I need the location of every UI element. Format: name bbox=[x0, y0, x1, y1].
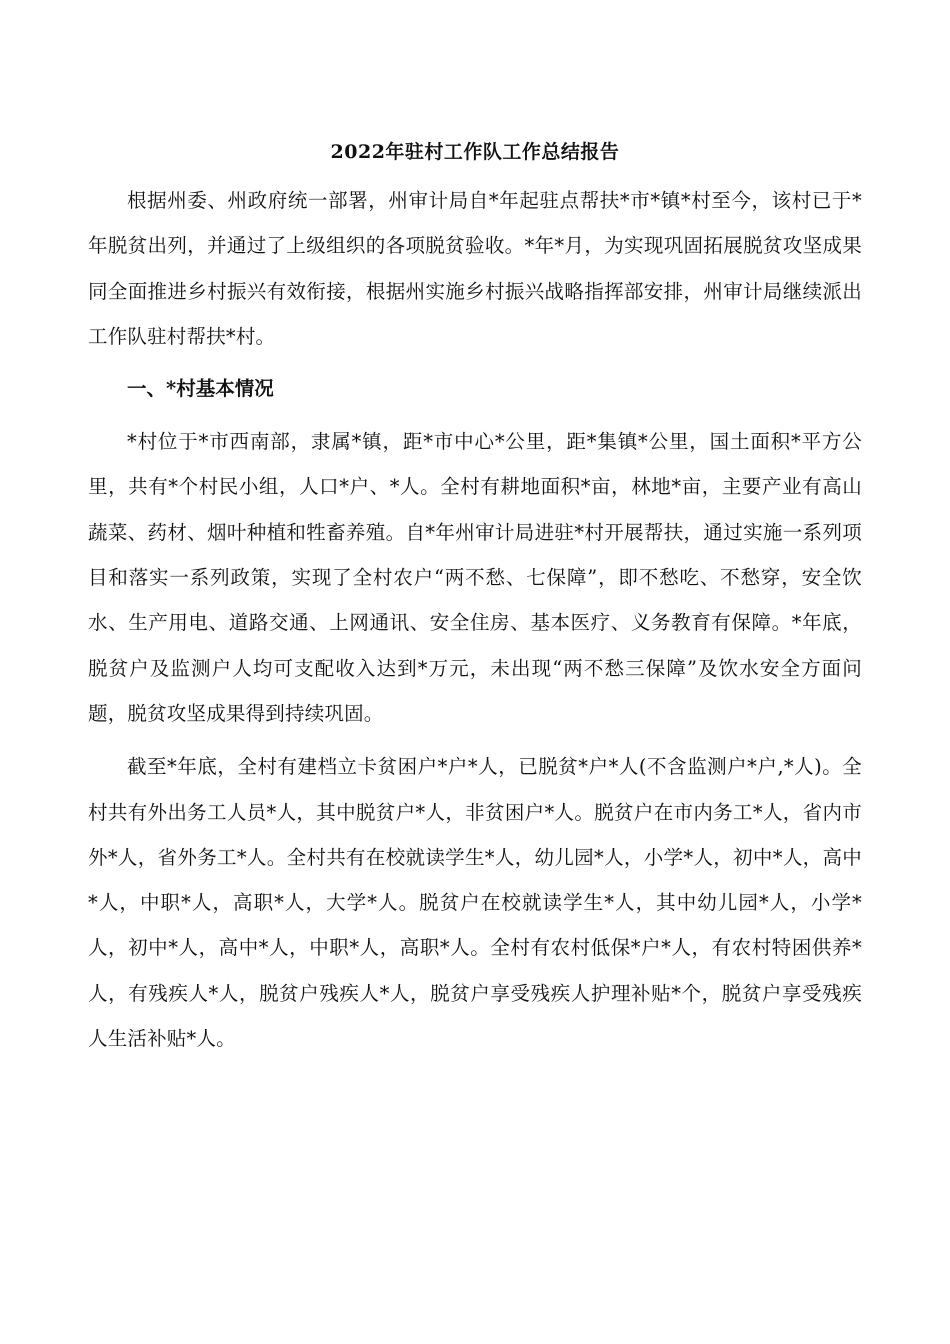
document-page bbox=[88, 128, 862, 1061]
intro-paragraph: 根据州委、州政府统一部署，州审计局自*年起驻点帮扶*市*镇*村至今，该村已于*年脱贫出列，并通过了上级组织的各项脱贫验收。*年*月，为实现巩固拓展脱贫攻坚成果同全面推进乡村振兴有效衔接，根据州实施乡村振兴战略指挥部安排，州审计局继续派出工作队驻村帮扶*村。 bbox=[88, 189, 862, 348]
village-overview-paragraph: *村位于*市西南部，隶属*镇，距*市中心*公里，距*集镇*公里，国土面积*平方公里，共有*个村民小组，人口*户、*人。全村有耕地面积*亩，林地*亩，主要产业有高山蔬菜、药材、烟叶种植和牲畜养殖。自*年州审计局进驻*村开展帮扶，通过实施一系列项目和落实一系列政策，实现了全村农户“两不愁、七保障”，即不愁吃、不愁穿，安全饮水、生产用电、道路交通、上网通讯、安全住房、基本医疗、义务教育有保障。*年底，脱贫户及监测户人均可支配收入达到*万元，未出现“两不愁三保障”及饮水安全方面问题，脱贫攻坚成果得到持续巩固。 bbox=[88, 430, 862, 725]
statistics-paragraph: 截至*年底，全村有建档立卡贫困户*户*人，已脱贫*户*人(不含监测户*户,*人)。全村共有外出务工人员*人，其中脱贫户*人，非贫困户*人。脱贫户在市内务工*人，省内市外*人，省外务工*人。全村共有在校就读学生*人，幼儿园*人，小学*人，初中*人，高中*人，中职*人，高职*人，大学*人。脱贫户在校就读学生*人，其中幼儿园*人，小学*人，初中*人，高中*人，中职*人，高职*人。全村有农村低保*户*人，有农村特困供养*人，有残疾人*人，脱贫户残疾人*人，脱贫户享受残疾人护理补贴*个，脱贫户享受残疾人生活补贴*人。 bbox=[88, 755, 862, 1051]
section-heading-1: 一、*村基本情况 bbox=[127, 377, 274, 401]
document-title: 2022年驻村工作队工作总结报告 bbox=[330, 141, 620, 163]
